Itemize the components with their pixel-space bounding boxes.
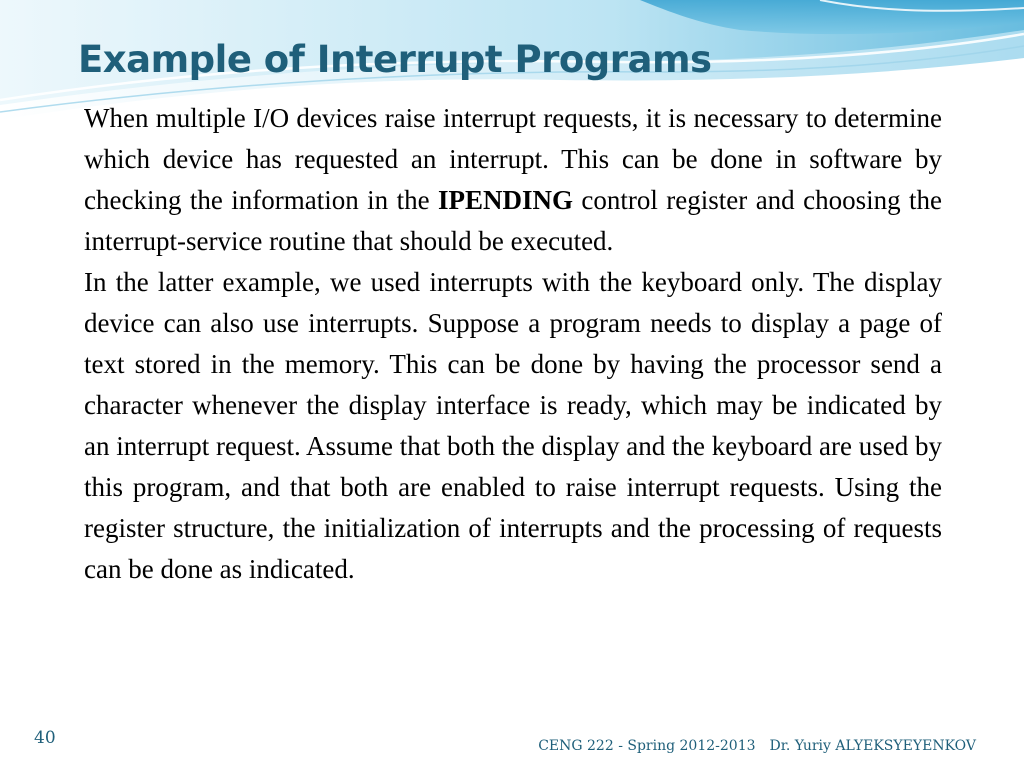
- paragraph-1-text-start: When multiple I/O devices raise interrupt requests, it is necessary to determine which device has requested an interrupt. This can be done in software by checking the information in the: [84, 103, 942, 215]
- slide-title: Example of Interrupt Programs: [78, 38, 712, 81]
- page-number: 40: [34, 728, 56, 748]
- paragraph-1-text-end: control register and choosing the interrupt-service routine that should be executed.: [84, 185, 942, 256]
- paragraph-1: [84, 98, 942, 262]
- paragraph-2: In the latter example, we used interrupts with the keyboard only. The display device can also use interrupts. Suppose a program needs to display a page of text stored in the memory. This can be done by having the processor send a character whenever the display interface is ready, which may be indicated by an interrupt request. Assume that both the display and the keyboard are used by this program, and that both are enabled to raise interrupt requests. Using the register structure, the initialization of interrupts and the processing of requests can be done as indicated.: [84, 267, 942, 584]
- footer-course: CENG 222 - Spring 2012-2013: [538, 738, 756, 754]
- ipending-keyword: IPENDING: [437, 185, 573, 215]
- footer-author: Dr. Yuriy ALYEKSYEYENKOV: [769, 738, 976, 754]
- footer: [538, 738, 976, 754]
- slide-body: [84, 98, 942, 590]
